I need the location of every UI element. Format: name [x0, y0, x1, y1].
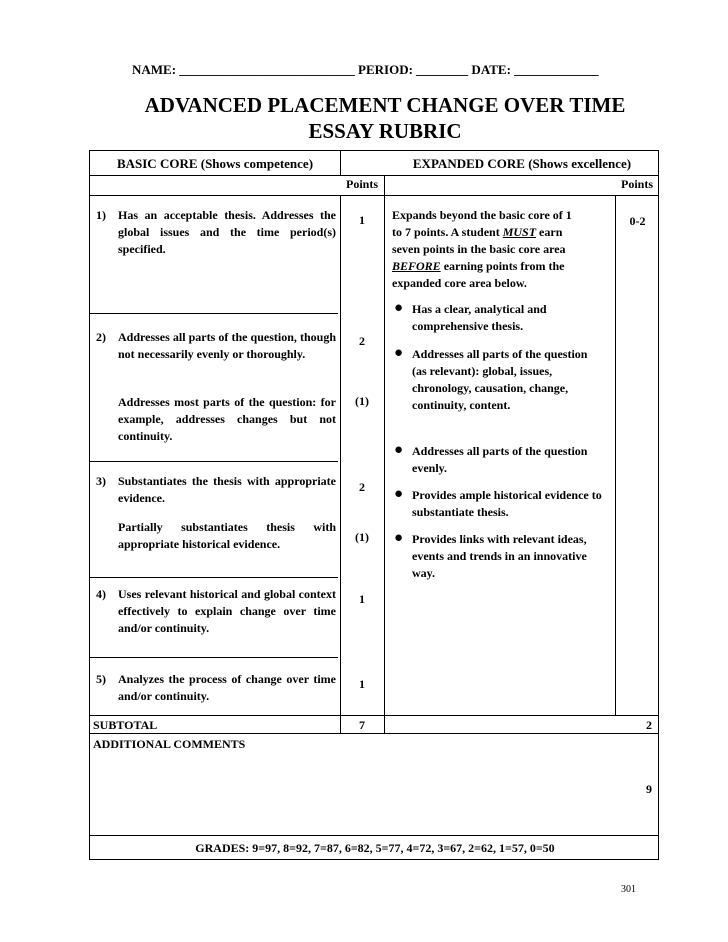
bullet-icon: ● [394, 486, 404, 502]
criterion-points: 2 [359, 480, 365, 494]
expanded-core-intro: Expands beyond the basic core of 1 to 7 points. A student MUST earn seven points in the basic core area BEFORE earning points from the expanded core area below. [392, 208, 572, 290]
bullet-icon: ● [394, 345, 404, 361]
row-number: 2) [96, 330, 106, 344]
page-number: 301 [621, 884, 636, 895]
criterion-text: Substantiates the thesis with appropriate evidence. [118, 474, 336, 505]
criterion-text: Has an acceptable thesis. Addresses the global issues and the time period(s) specified. [118, 208, 336, 256]
student-info-line: NAME: ___________________________ PERIOD: ________ DATE: _____________ [132, 62, 599, 77]
subtotal-expanded: 2 [646, 718, 652, 732]
criterion-partial-points: (1) [355, 530, 369, 544]
bullet-icon: ● [394, 442, 404, 458]
criterion-text: Uses relevant historical and global context effectively to explain change over time and/or continuity. [118, 587, 336, 635]
basic-points-header: Points [345, 177, 378, 191]
rubric-table: BASIC CORE (Shows competence) EXPANDED CORE (Shows excellence) Points Points 1) Has an acceptable thesis. Addresses the global issues and the time period(s) specified. 1 2) Addresses all parts of the question, though not necessarily evenly or thoroughly. 2 Addresses most parts of the question: for example, addresses changes but not continuity. (1) 3) Substantiates the thesis with appropriate evidence. 2 Partially substantiates thesis with appropriate historical evidence. (1) 4) Uses relevant historical and global context effectively to explain change over time and/or continuity. 1 5) Analyzes the process of change over time and/or continuity. 1 Expands beyond the basic core of 1 to 7 points. A student MUST earn seven points in the basic core area BEFORE earning points from the expanded core area below. 0-2 ● Has a clear, analytical and comprehensive thesis. ● Addresses all parts of the question (as relevant): global, issues, chronology, causation, change, continuity, content. ● Addresses all parts of the question evenly. ● Provides ample historical evidence to substantiate thesis. ● Provides links with relevant ideas, events and trends in an innovative way. SUBTOTAL 7 2 ADDITIONAL COMMENTS 9 GRADES: 9=97, 8=92, 7=87, 6=82, 5=77, 4=72, 3=67, 2=62, 1=57, 0=50 [89, 150, 659, 860]
expanded-core-header: EXPANDED CORE (Shows excellence) [412, 156, 632, 171]
criterion-text: Analyzes the process of change over time and/or continuity. [118, 672, 336, 703]
row-number: 4) [96, 587, 106, 601]
basic-core-header: BASIC CORE (Shows competence) [116, 156, 314, 171]
criterion-points: 1 [359, 592, 365, 606]
total-score: 9 [646, 782, 652, 796]
criterion-partial-text: Addresses most parts of the question: for example, addresses changes but not continuity. [118, 395, 336, 443]
subtotal-basic: 7 [359, 718, 365, 732]
additional-comments-label: ADDITIONAL COMMENTS [93, 737, 246, 751]
criterion-points: 1 [359, 677, 365, 691]
title-line-2: ESSAY RUBRIC [308, 119, 462, 143]
bullet-icon: ● [394, 530, 404, 546]
criterion-partial-text: Partially substantiates thesis with appropriate historical evidence. [118, 520, 336, 551]
bullet-icon: ● [394, 300, 404, 316]
row-number: 5) [96, 672, 106, 686]
row-number: 1) [96, 208, 106, 222]
row-number: 3) [96, 474, 106, 488]
subtotal-label: SUBTOTAL [93, 718, 158, 732]
expanded-points: 0-2 [629, 214, 646, 228]
page-title [0, 92, 728, 144]
criterion-points: 2 [359, 334, 365, 348]
criterion-text: Addresses all parts of the question, though not necessarily evenly or thoroughly. [118, 330, 336, 361]
expanded-points-header: Points [620, 177, 653, 191]
title-line-1: ADVANCED PLACEMENT CHANGE OVER TIME [144, 93, 626, 117]
grade-scale: GRADES: 9=97, 8=92, 7=87, 6=82, 5=77, 4=72, 3=67, 2=62, 1=57, 0=50 [195, 841, 555, 855]
criterion-partial-points: (1) [355, 394, 369, 408]
criterion-points: 1 [359, 213, 365, 227]
